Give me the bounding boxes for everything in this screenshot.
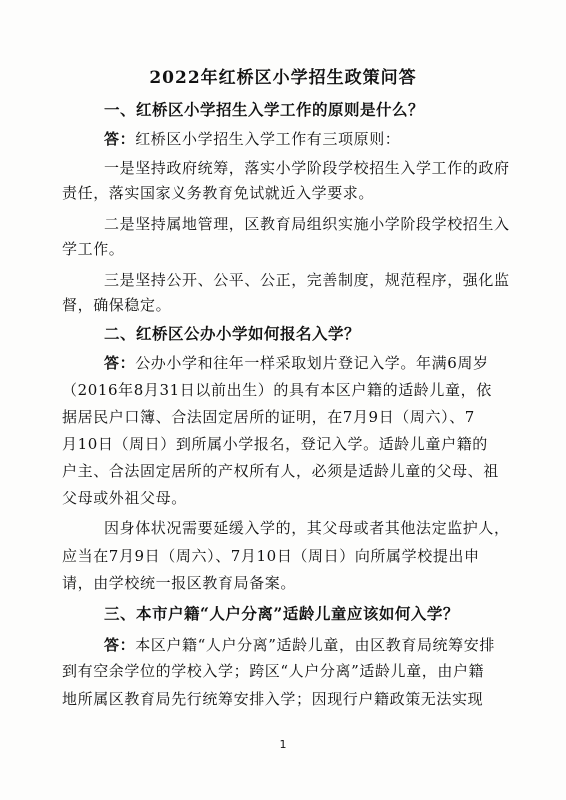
paragraph-line: 户主、合法固定居所的产权所有人，必须是适龄儿童的父母、祖 [62,462,499,480]
answer-text: 红桥区小学招生入学工作有三项原则： [135,130,401,148]
paragraph-line: 二是坚持属地管理，区教育局组织实施小学阶段学校招生入 [104,215,510,233]
section-1-heading: 一、红桥区小学招生入学工作的原则是什么？ [104,100,425,119]
section-2-answer-line [104,352,489,373]
paragraph-line: 据居民户口簿、合法固定居所的证明，在7月9日（周六）、7 [62,408,475,426]
paragraph-line: 三是坚持公开、公平、公正，完善制度，规范程序，强化监 [104,271,510,289]
paragraph-line: 因身体状况需要延缓入学的，其父母或者其他法定监护人， [104,519,510,537]
paragraph-line: 月10日（周日）到所属小学报名，登记入学。适龄儿童户籍的 [62,435,488,453]
answer-label: 答： [104,354,136,372]
answer-label: 答： [104,130,136,148]
answer-text: 本区户籍“人户分离”适龄儿童，由区教育局统筹安排 [135,636,495,654]
paragraph-line: 父母或外祖父母。 [62,489,187,507]
page-number: 1 [279,738,287,751]
section-3-answer-line [104,634,495,655]
document-title: 2022年红桥区小学招生政策问答 [149,68,417,88]
paragraph-line: 督，确保稳定。 [62,296,172,314]
answer-label: 答： [104,636,136,654]
section-2-heading: 二、红桥区公办小学如何报名入学？ [104,324,361,343]
paragraph-line: 应当在7月9日（周六）、7月10日（周日）向所属学校提出申 [62,547,480,565]
paragraph-line: 一是坚持政府统筹，落实小学阶段学校招生入学工作的政府 [104,159,510,177]
paragraph-line: （2016年8月31日以前出生）的具有本区户籍的适龄儿童，依 [62,381,492,399]
section-3-heading: 三、本市户籍“人户分离”适龄儿童应该如何入学？ [104,604,459,623]
paragraph-line: 学工作。 [62,240,125,258]
paragraph-line: 责任，落实国家义务教育免试就近入学要求。 [62,184,375,202]
section-1-answer-line [104,128,400,149]
paragraph-line: 请，由学校统一报区教育局备案。 [62,574,297,592]
answer-text: 公办小学和往年一样采取划片登记入学。年满6周岁 [135,354,489,372]
paragraph-line: 地所属区教育局先行统筹安排入学；因现行户籍政策无法实现 [62,690,484,708]
paragraph-line: 到有空余学位的学校入学；跨区“人户分离”适龄儿童，由户籍 [62,662,485,680]
